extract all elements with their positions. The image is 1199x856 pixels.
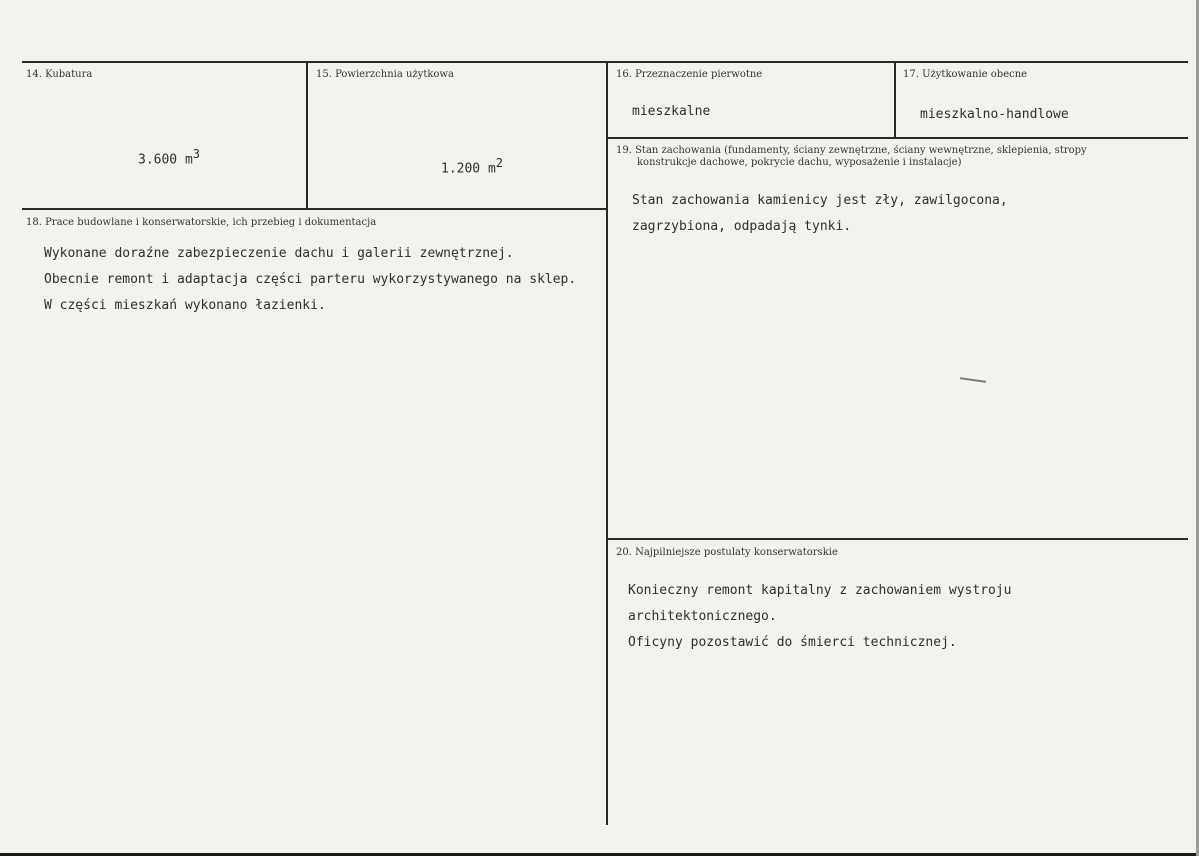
field-19-label bbox=[616, 145, 1176, 169]
field-18-line: Wykonane doraźne zabezpieczenie dachu i galerii zewnętrznej. bbox=[44, 246, 514, 261]
field-15-unit: m bbox=[487, 161, 496, 177]
field-14-value bbox=[138, 147, 200, 167]
field-18-line: W części mieszkań wykonano łazienki. bbox=[44, 298, 326, 313]
field-20-line: Konieczny remont kapitalny z zachowaniem wystroju bbox=[628, 583, 1012, 598]
field-16-value: mieszkalne bbox=[632, 104, 711, 119]
field-16-label: 16. Przeznaczenie pierwotne bbox=[616, 69, 763, 80]
rule-row1-bottom-left bbox=[22, 208, 607, 210]
top-rule bbox=[22, 61, 1188, 63]
field-20-line: Oficyny pozostawić do śmierci technicznej. bbox=[628, 635, 957, 650]
field-19-label-line1: 19. Stan zachowania (fundamenty, ściany zewnętrzne, ściany wewnętrzne, sklepienia, stropy bbox=[616, 145, 1087, 156]
rule-row1-bottom-right bbox=[608, 137, 1188, 139]
field-14-unit: m bbox=[184, 152, 193, 168]
field-19-text bbox=[632, 188, 1008, 240]
field-15-label: 15. Powierzchnia użytkowa bbox=[316, 69, 454, 80]
divider-14-15 bbox=[306, 62, 308, 209]
field-19-line: Stan zachowania kamienicy jest zły, zawilgocona, bbox=[632, 193, 1008, 208]
field-20-text bbox=[628, 578, 1012, 656]
field-19-label-line2: konstrukcje dachowe, pokrycie dachu, wyposażenie i instalacje) bbox=[637, 157, 962, 168]
divider-main bbox=[606, 62, 608, 825]
field-17-value: mieszkalno-handlowe bbox=[920, 107, 1069, 122]
field-15-value bbox=[441, 156, 503, 176]
field-20-line: architektonicznego. bbox=[628, 609, 777, 624]
field-18-label: 18. Prace budowlane i konserwatorskie, ich przebieg i dokumentacja bbox=[26, 217, 377, 228]
field-14-exponent: 3 bbox=[192, 147, 201, 161]
field-20-label: 20. Najpilniejsze postulaty konserwatorskie bbox=[616, 547, 838, 558]
field-18-line: Obecnie remont i adaptacja części parteru wykorzystywanego na sklep. bbox=[44, 272, 577, 287]
field-15-number: 1.200 bbox=[441, 161, 481, 177]
divider-16-17 bbox=[894, 62, 896, 138]
rule-row3-top-right bbox=[608, 538, 1188, 540]
pen-mark bbox=[960, 377, 986, 383]
field-15-exponent: 2 bbox=[495, 156, 504, 170]
field-17-label: 17. Użytkowanie obecne bbox=[903, 69, 1028, 80]
field-19-line: zagrzybiona, odpadają tynki. bbox=[632, 219, 852, 234]
field-14-number: 3.600 bbox=[138, 152, 178, 168]
field-14-label: 14. Kubatura bbox=[26, 69, 93, 80]
field-18-text bbox=[44, 241, 576, 319]
